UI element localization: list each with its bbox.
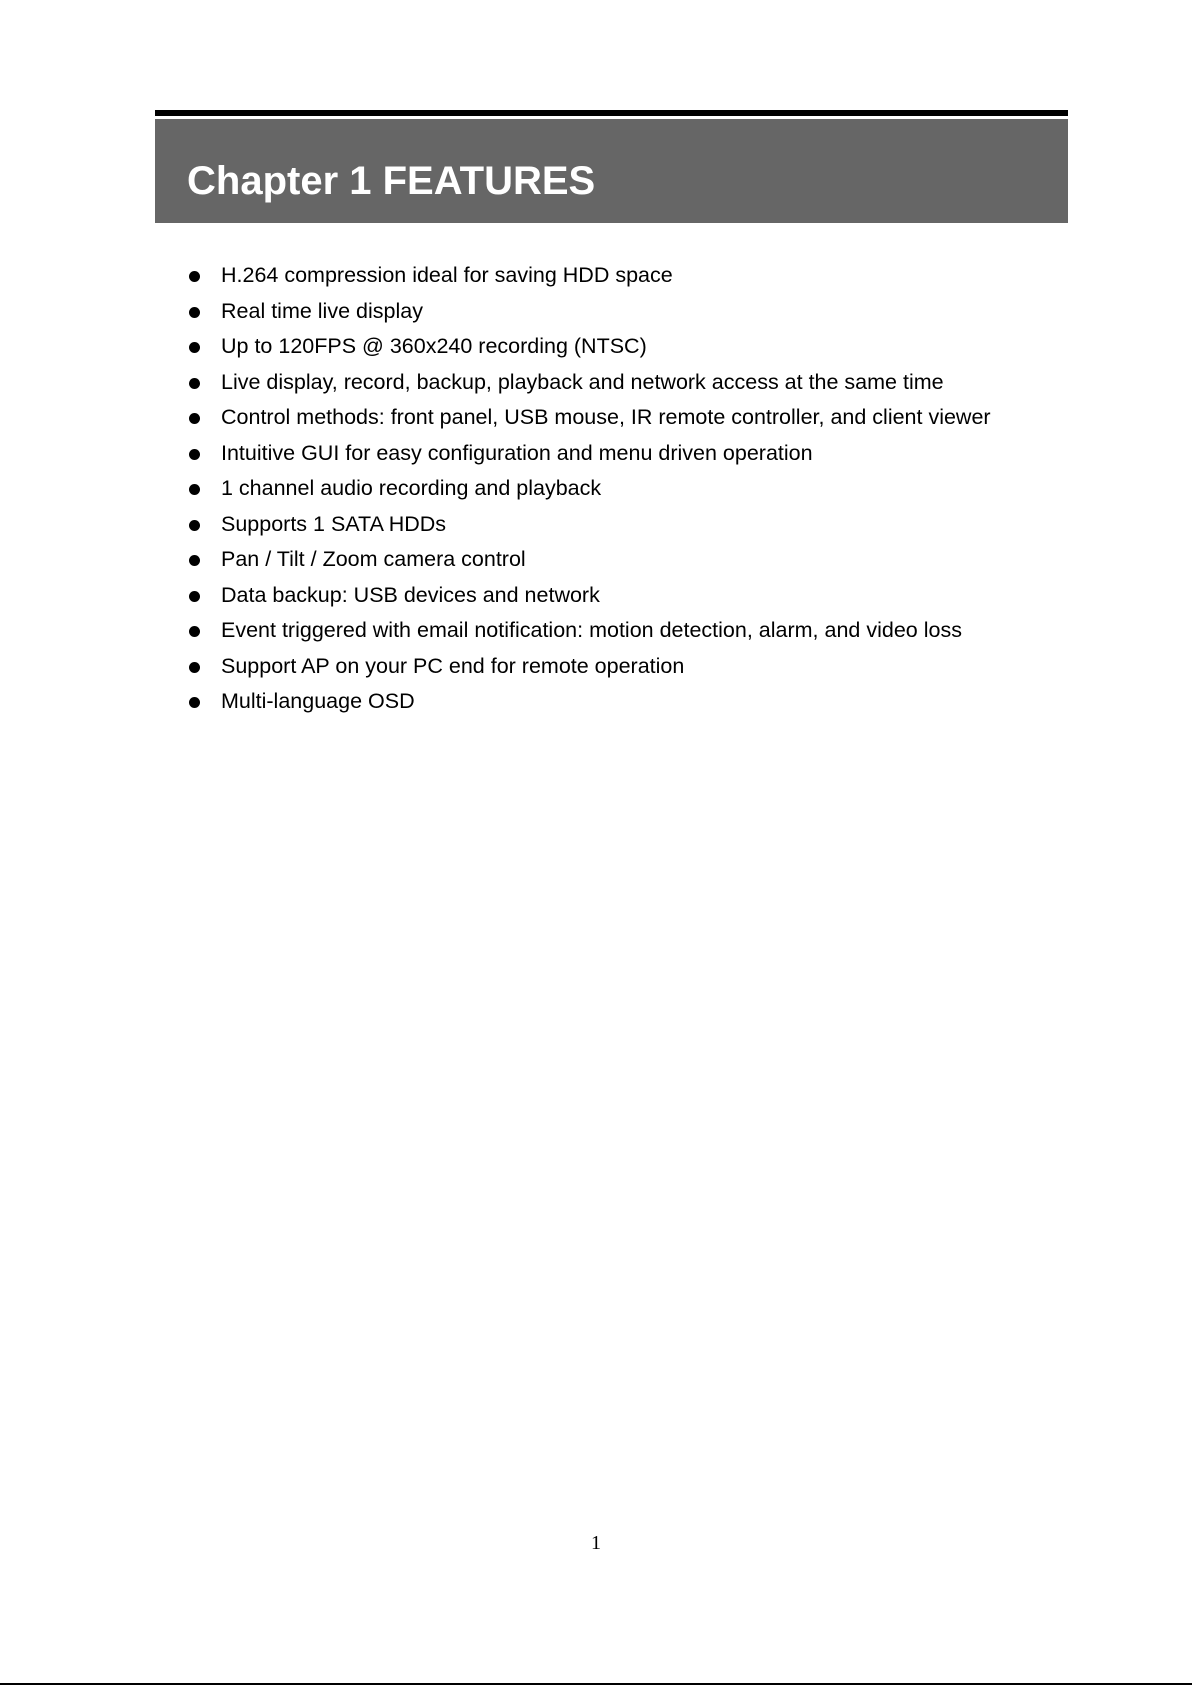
feature-item — [185, 365, 1065, 401]
bullet-icon — [189, 520, 200, 531]
chapter-header — [155, 110, 1068, 223]
bullet-icon — [189, 378, 200, 389]
feature-text: Control methods: front panel, USB mouse, IR remote controller, and client viewer — [221, 405, 991, 429]
bullet-icon — [189, 413, 200, 424]
bullet-icon — [189, 342, 200, 353]
bullet-icon — [189, 555, 200, 566]
feature-text: Support AP on your PC end for remote operation — [221, 653, 685, 678]
chapter-top-rule — [155, 110, 1068, 116]
feature-item — [185, 578, 1065, 614]
feature-text: Multi-language OSD — [221, 689, 415, 713]
bullet-icon — [189, 626, 200, 637]
feature-text: Pan / Tilt / Zoom camera control — [221, 547, 526, 571]
feature-item — [185, 400, 1065, 436]
bullet-icon — [189, 449, 200, 460]
bullet-icon — [189, 697, 200, 708]
bullet-icon — [189, 591, 200, 602]
feature-item — [185, 258, 1065, 294]
feature-item — [185, 684, 1065, 720]
feature-text: Intuitive GUI for easy configuration and menu driven operation — [221, 440, 813, 465]
feature-item — [185, 542, 1065, 578]
feature-item — [185, 471, 1065, 507]
feature-text: Real time live display — [221, 298, 423, 323]
bullet-icon — [189, 271, 200, 282]
feature-item — [185, 436, 1065, 472]
feature-text: Supports 1 SATA HDDs — [221, 511, 447, 536]
feature-text: Data backup: USB devices and network — [221, 582, 600, 607]
feature-text: Live display, record, backup, playback and network access at the same time — [221, 369, 944, 394]
feature-text: H.264 compression ideal for saving HDD space — [221, 263, 673, 287]
feature-item — [185, 294, 1065, 330]
bullet-icon — [189, 307, 200, 318]
feature-text: Up to 120FPS @ 360x240 recording (NTSC) — [221, 334, 647, 358]
page-number: 1 — [591, 1532, 601, 1554]
feature-text: Event triggered with email notification: motion detection, alarm, and video loss — [221, 618, 962, 642]
chapter-title-band — [155, 119, 1068, 223]
bullet-icon — [189, 662, 200, 673]
feature-item — [185, 329, 1065, 365]
feature-text: 1 channel audio recording and playback — [221, 476, 602, 500]
feature-item — [185, 507, 1065, 543]
feature-item — [185, 649, 1065, 685]
chapter-title: Chapter 1 FEATURES — [187, 159, 596, 203]
feature-list — [185, 258, 1065, 720]
feature-item — [185, 613, 1065, 649]
bullet-icon — [189, 484, 200, 495]
